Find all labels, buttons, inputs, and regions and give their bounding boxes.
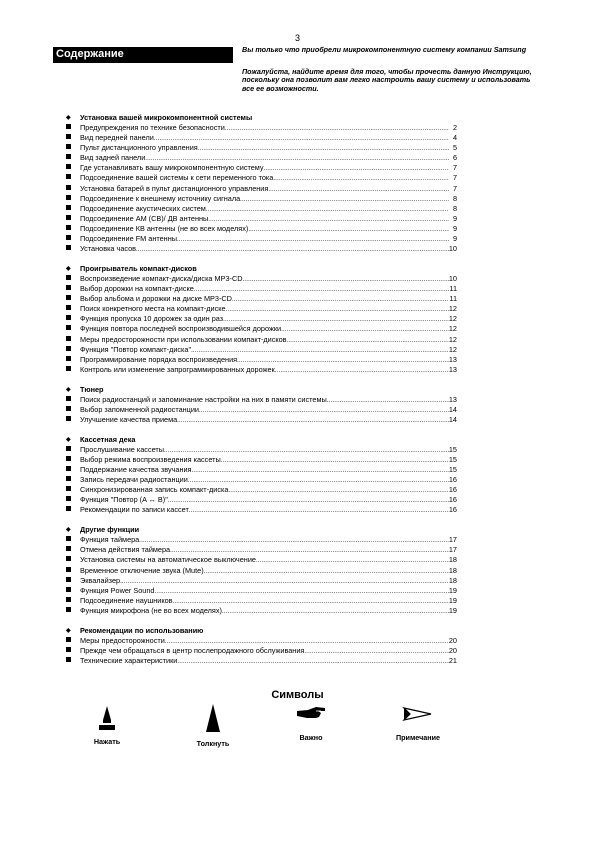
toc-entry: [66, 656, 457, 666]
toc-section: [66, 525, 457, 616]
toc-entry: [66, 646, 457, 656]
toc-section-title: [66, 385, 457, 395]
diamond-bullet-icon: ◆: [66, 527, 71, 534]
toc-entry-page: 16: [448, 485, 457, 495]
square-bullet-icon: [66, 134, 71, 139]
toc-entry: [66, 555, 457, 565]
toc-entry-page: 14: [448, 404, 457, 414]
toc-entry-label: Где устанавливать вашу микрокомпонентную систему: [80, 163, 264, 173]
square-bullet-icon: [66, 506, 71, 511]
toc-entry: [66, 345, 457, 355]
toc-entry-page: 13: [448, 364, 457, 374]
toc-section-title-text: Другие функции: [80, 525, 140, 535]
square-bullet-icon: [66, 607, 71, 612]
toc-section: [66, 385, 457, 425]
toc-entry-page: 5: [452, 143, 457, 153]
toc-entry-page: 16: [448, 475, 457, 485]
toc-entry-label: Меры предосторожности: [80, 635, 165, 645]
toc-entry: [66, 576, 457, 586]
toc-entry-label: Программирование порядка воспроизведения: [80, 354, 238, 364]
toc-entry-page: 11: [449, 294, 457, 304]
toc-entry-page: 16: [448, 495, 457, 505]
dot-leader: [225, 124, 449, 134]
toc-entry: [66, 475, 457, 485]
toc-entry-label: Поддержание качества звучания: [80, 465, 192, 475]
dot-leader: [256, 556, 449, 566]
toc-section-title: [66, 626, 457, 636]
toc-entry-page: 18: [448, 575, 457, 585]
diamond-bullet-icon: ◆: [66, 266, 71, 273]
symbols-title: Символы: [271, 689, 324, 701]
square-bullet-icon: [66, 154, 71, 159]
symbol-note: [373, 703, 463, 742]
square-bullet-icon: [66, 456, 71, 461]
toc-entry-label: Воспроизведение компакт-диска/диска MP3-CD: [80, 274, 243, 284]
square-bullet-icon: [66, 235, 71, 240]
square-bullet-icon: [66, 577, 71, 582]
dot-leader: [273, 174, 449, 184]
square-bullet-icon: [66, 496, 71, 501]
toc-entry: [66, 365, 457, 375]
toc-entry-page: 19: [448, 595, 457, 605]
toc-entry: [66, 234, 457, 244]
toc-entry-page: 7: [452, 173, 457, 183]
toc-entry-label: Функция таймера: [80, 535, 140, 545]
toc-entry-label: Установка батарей в пульт дистанционного управления: [80, 183, 269, 193]
toc-entry-label: Синхронизированная запись компакт-диска: [80, 485, 229, 495]
toc-entry-page: 8: [452, 203, 457, 213]
toc-entry-page: 9: [452, 234, 457, 244]
square-bullet-icon: [66, 546, 71, 551]
toc-entry-page: 4: [452, 133, 457, 143]
toc-entry-label: Вид передней панели: [80, 133, 154, 143]
dot-leader: [204, 567, 449, 577]
toc-entry-label: Подсоединение акустических систем: [80, 203, 206, 213]
toc-entry: [66, 304, 457, 314]
toc-entry-label: Контроль или изменение запрограммированных дорожек: [80, 364, 275, 374]
toc-entry-label: Поиск радиостанций и запоминание настройки на них в памяти системы: [80, 394, 327, 404]
table-of-contents: [66, 113, 457, 676]
toc-entry-page: 13: [448, 354, 457, 364]
square-bullet-icon: [66, 144, 71, 149]
toc-entry-label: Установка часов: [80, 244, 137, 254]
toc-entry-label: Функция "Повтор компакт-диска": [80, 344, 192, 354]
dot-leader: [304, 647, 449, 657]
square-bullet-icon: [66, 205, 71, 210]
toc-entry-label: Функция "Повтор (A ↔ B)": [80, 495, 168, 505]
toc-entry-label: Пульт дистанционного управления: [80, 143, 198, 153]
square-bullet-icon: [66, 396, 71, 401]
important-hand-icon: [294, 703, 328, 725]
dot-leader: [240, 195, 449, 205]
toc-entry-label: Функция пропуска 10 дорожек за один раз: [80, 314, 224, 324]
square-bullet-icon: [66, 336, 71, 341]
toc-entry-page: 15: [448, 444, 457, 454]
toc-section: [66, 264, 457, 375]
dot-leader: [206, 205, 449, 215]
toc-entry-page: 6: [452, 153, 457, 163]
toc-entry: [66, 274, 457, 284]
toc-entry-page: 7: [452, 163, 457, 173]
square-bullet-icon: [66, 315, 71, 320]
diamond-bullet-icon: ◆: [66, 627, 71, 634]
toc-entry-label: Рекомендации по записи кассет: [80, 505, 189, 515]
toc-entry-page: 15: [448, 465, 457, 475]
toc-entry-page: 12: [448, 314, 457, 324]
toc-entry-page: 9: [452, 223, 457, 233]
square-bullet-icon: [66, 295, 71, 300]
toc-entry: [66, 163, 457, 173]
toc-entry-page: 9: [452, 213, 457, 223]
square-bullet-icon: [66, 647, 71, 652]
dot-leader: [287, 336, 449, 346]
toc-entry: [66, 173, 457, 183]
dot-leader: [232, 295, 449, 305]
toc-entry-label: Эквалайзер: [80, 575, 121, 585]
toc-entry-page: 11: [449, 284, 457, 294]
toc-section-title-text: Тюнер: [80, 384, 104, 394]
toc-entry-page: 20: [448, 645, 457, 655]
toc-section-title: [66, 113, 457, 123]
toc-entry-page: 15: [448, 454, 457, 464]
square-bullet-icon: [66, 174, 71, 179]
square-bullet-icon: [66, 164, 71, 169]
toc-entry-label: Меры предосторожности при использовании компакт-дисков: [80, 334, 287, 344]
square-bullet-icon: [66, 356, 71, 361]
toc-entry: [66, 405, 457, 415]
toc-entry-page: 17: [448, 535, 457, 545]
symbol-label: Примечание: [395, 733, 441, 742]
toc-entry-page: 10: [448, 274, 457, 284]
square-bullet-icon: [66, 406, 71, 411]
toc-entry: [66, 535, 457, 545]
toc-entry: [66, 214, 457, 224]
dot-leader: [194, 285, 449, 295]
toc-entry: [66, 465, 457, 475]
toc-entry: [66, 244, 457, 254]
toc-section: [66, 626, 457, 666]
toc-section: [66, 435, 457, 516]
toc-entry: [66, 636, 457, 646]
toc-entry-page: 14: [448, 414, 457, 424]
toc-entry-label: Подсоединение FM антенны: [80, 234, 177, 244]
square-bullet-icon: [66, 446, 71, 451]
toc-entry-label: Улучшение качества приема: [80, 414, 178, 424]
toc-entry-page: 18: [448, 565, 457, 575]
intro-text: [242, 46, 542, 106]
dot-leader: [226, 305, 449, 315]
square-bullet-icon: [66, 325, 71, 330]
dot-leader: [327, 396, 449, 406]
dot-leader: [228, 486, 448, 496]
dot-leader: [139, 536, 449, 546]
dot-leader: [177, 235, 449, 245]
toc-entry-label: Подсоединение КВ антенны (не во всех моделях): [80, 223, 249, 233]
dot-leader: [154, 587, 448, 597]
toc-entry: [66, 415, 457, 425]
dot-leader: [168, 496, 449, 506]
dot-leader: [281, 325, 449, 335]
toc-entry: [66, 224, 457, 234]
toc-entry: [66, 455, 457, 465]
toc-entry-label: Подсоединение вашей системы к сети переменного тока: [80, 173, 274, 183]
toc-entry-label: Выбор режима воспроизведения кассеты: [80, 454, 221, 464]
toc-entry: [66, 505, 457, 515]
toc-section-title: [66, 525, 457, 535]
page-number: 3: [294, 33, 300, 43]
toc-entry-label: Выбор запомненной радиостанции: [80, 404, 200, 414]
toc-entry: [66, 495, 457, 505]
square-bullet-icon: [66, 346, 71, 351]
square-bullet-icon: [66, 486, 71, 491]
note-arrow-icon: [401, 703, 435, 725]
toc-entry-page: 10: [448, 244, 457, 254]
heading-rule: [53, 62, 233, 63]
dot-leader: [177, 657, 449, 667]
square-bullet-icon: [66, 275, 71, 280]
toc-entry: [66, 606, 457, 616]
press-icon: [92, 703, 122, 733]
toc-entry: [66, 596, 457, 606]
dot-leader: [177, 416, 449, 426]
square-bullet-icon: [66, 195, 71, 200]
toc-section-title-text: Проигрыватель компакт-дисков: [80, 264, 197, 274]
toc-entry-label: Функция микрофона (не во всех моделях): [80, 605, 222, 615]
square-bullet-icon: [66, 476, 71, 481]
toc-entry-label: Запись передачи радиостанции: [80, 475, 188, 485]
square-bullet-icon: [66, 597, 71, 602]
toc-entry: [66, 294, 457, 304]
toc-section-title-text: Установка вашей микрокомпонентной системы: [80, 113, 253, 122]
toc-entry: [66, 284, 457, 294]
toc-entry: [66, 143, 457, 153]
intro-paragraph-2: Пожалуйста, найдите время для того, чтобы прочесть данную Инструкцию, поскольку она позволит вам легко настроить вашу систему и использовать все ее возможности.: [242, 66, 532, 93]
toc-entry-label: Подсоединение АМ (СВ)/ ДВ антенны: [80, 213, 209, 223]
square-bullet-icon: [66, 466, 71, 471]
symbol-label: Толкнуть: [196, 739, 230, 748]
toc-entry-page: 12: [448, 344, 457, 354]
square-bullet-icon: [66, 366, 71, 371]
diamond-bullet-icon: ◆: [66, 436, 71, 443]
toc-entry: [66, 123, 457, 133]
toc-entry-page: 12: [448, 304, 457, 314]
toc-section-title: [66, 264, 457, 274]
toc-entry: [66, 485, 457, 495]
dot-leader: [199, 406, 449, 416]
dot-leader: [120, 577, 449, 587]
toc-entry: [66, 194, 457, 204]
dot-leader: [242, 275, 448, 285]
square-bullet-icon: [66, 185, 71, 190]
toc-entry: [66, 314, 457, 324]
dot-leader: [275, 366, 449, 376]
toc-entry-page: 20: [448, 635, 457, 645]
toc-entry: [66, 184, 457, 194]
toc-entry-label: Функция повтора последней воспроизводившейся дорожки: [80, 324, 282, 334]
square-bullet-icon: [66, 637, 71, 642]
toc-entry-label: Отмена действия таймера: [80, 545, 171, 555]
contents-heading: Содержание: [53, 47, 233, 62]
dot-leader: [222, 607, 449, 617]
dot-leader: [189, 506, 449, 516]
square-bullet-icon: [66, 245, 71, 250]
square-bullet-icon: [66, 124, 71, 129]
toc-entry-label: Поиск конкретного места на компакт-диске: [80, 304, 226, 314]
toc-entry: [66, 586, 457, 596]
toc-entry-page: 8: [452, 193, 457, 203]
square-bullet-icon: [66, 305, 71, 310]
toc-entry-label: Временное отключение звука (Mute): [80, 565, 204, 575]
toc-entry-label: Установка системы на автоматическое выключение: [80, 555, 256, 565]
toc-entry-page: 13: [448, 394, 457, 404]
toc-entry-label: Прослушивание кассеты: [80, 444, 164, 454]
diamond-bullet-icon: ◆: [66, 386, 71, 393]
toc-entry-page: 12: [448, 334, 457, 344]
toc-entry: [66, 445, 457, 455]
symbol-press: [62, 703, 152, 746]
toc-entry-label: Вид задней панели: [80, 153, 146, 163]
toc-section-title-text: Рекомендации по использованию: [80, 625, 204, 635]
toc-entry: [66, 153, 457, 163]
square-bullet-icon: [66, 225, 71, 230]
square-bullet-icon: [66, 556, 71, 561]
toc-entry-page: 2: [452, 123, 457, 132]
toc-section-title: [66, 435, 457, 445]
intro-paragraph-1: Вы только что приобрели микрокомпонентную систему компании Samsung: [242, 45, 527, 54]
toc-entry-label: Технические характеристики: [80, 656, 178, 666]
symbol-label: Важно: [299, 733, 323, 742]
toc-entry: [66, 324, 457, 334]
dot-leader: [248, 225, 449, 235]
toc-entry-label: Выбор альбома и дорожки на диске MP3-CD: [80, 294, 232, 304]
toc-entry-page: 19: [448, 585, 457, 595]
dot-leader: [136, 245, 449, 255]
toc-entry-label: Подсоединение к внешнему источнику сигнала: [80, 193, 241, 203]
square-bullet-icon: [66, 536, 71, 541]
square-bullet-icon: [66, 657, 71, 662]
toc-entry: [66, 395, 457, 405]
toc-entry-page: 16: [448, 505, 457, 515]
toc-entry-label: Прежде чем обращаться в центр послепродажного обслуживания: [80, 645, 305, 655]
toc-entry: [66, 355, 457, 365]
toc-entry: [66, 335, 457, 345]
diamond-bullet-icon: ◆: [66, 115, 71, 121]
toc-entry-label: Предупреждения по технике безопасности: [80, 123, 225, 132]
toc-entry-page: 12: [448, 324, 457, 334]
dot-leader: [154, 134, 449, 144]
square-bullet-icon: [66, 587, 71, 592]
dot-leader: [192, 466, 449, 476]
dot-leader: [268, 185, 449, 195]
toc-entry-page: 7: [452, 183, 457, 193]
symbol-label: Нажать: [93, 737, 121, 746]
dot-leader: [198, 144, 449, 154]
toc-entry-label: Подсоединение наушников: [80, 595, 173, 605]
symbol-push: [168, 703, 258, 748]
toc-entry-label: Выбор дорожки на компакт-диске: [80, 284, 194, 294]
toc-entry: [66, 133, 457, 143]
dot-leader: [221, 456, 449, 466]
toc-entry-page: 21: [448, 656, 457, 666]
symbol-important: [266, 703, 356, 742]
toc-section-title-text: Кассетная дека: [80, 434, 136, 444]
push-icon: [198, 703, 228, 735]
toc-entry-label: Функция Power Sound: [80, 585, 155, 595]
square-bullet-icon: [66, 567, 71, 572]
square-bullet-icon: [66, 215, 71, 220]
toc-entry: [66, 545, 457, 555]
dot-leader: [264, 164, 449, 174]
toc-section: [66, 113, 457, 254]
toc-entry: [66, 204, 457, 214]
toc-entry-page: 17: [448, 545, 457, 555]
toc-entry: [66, 566, 457, 576]
toc-entry-page: 19: [448, 605, 457, 615]
square-bullet-icon: [66, 416, 71, 421]
toc-entry-page: 18: [448, 555, 457, 565]
square-bullet-icon: [66, 285, 71, 290]
